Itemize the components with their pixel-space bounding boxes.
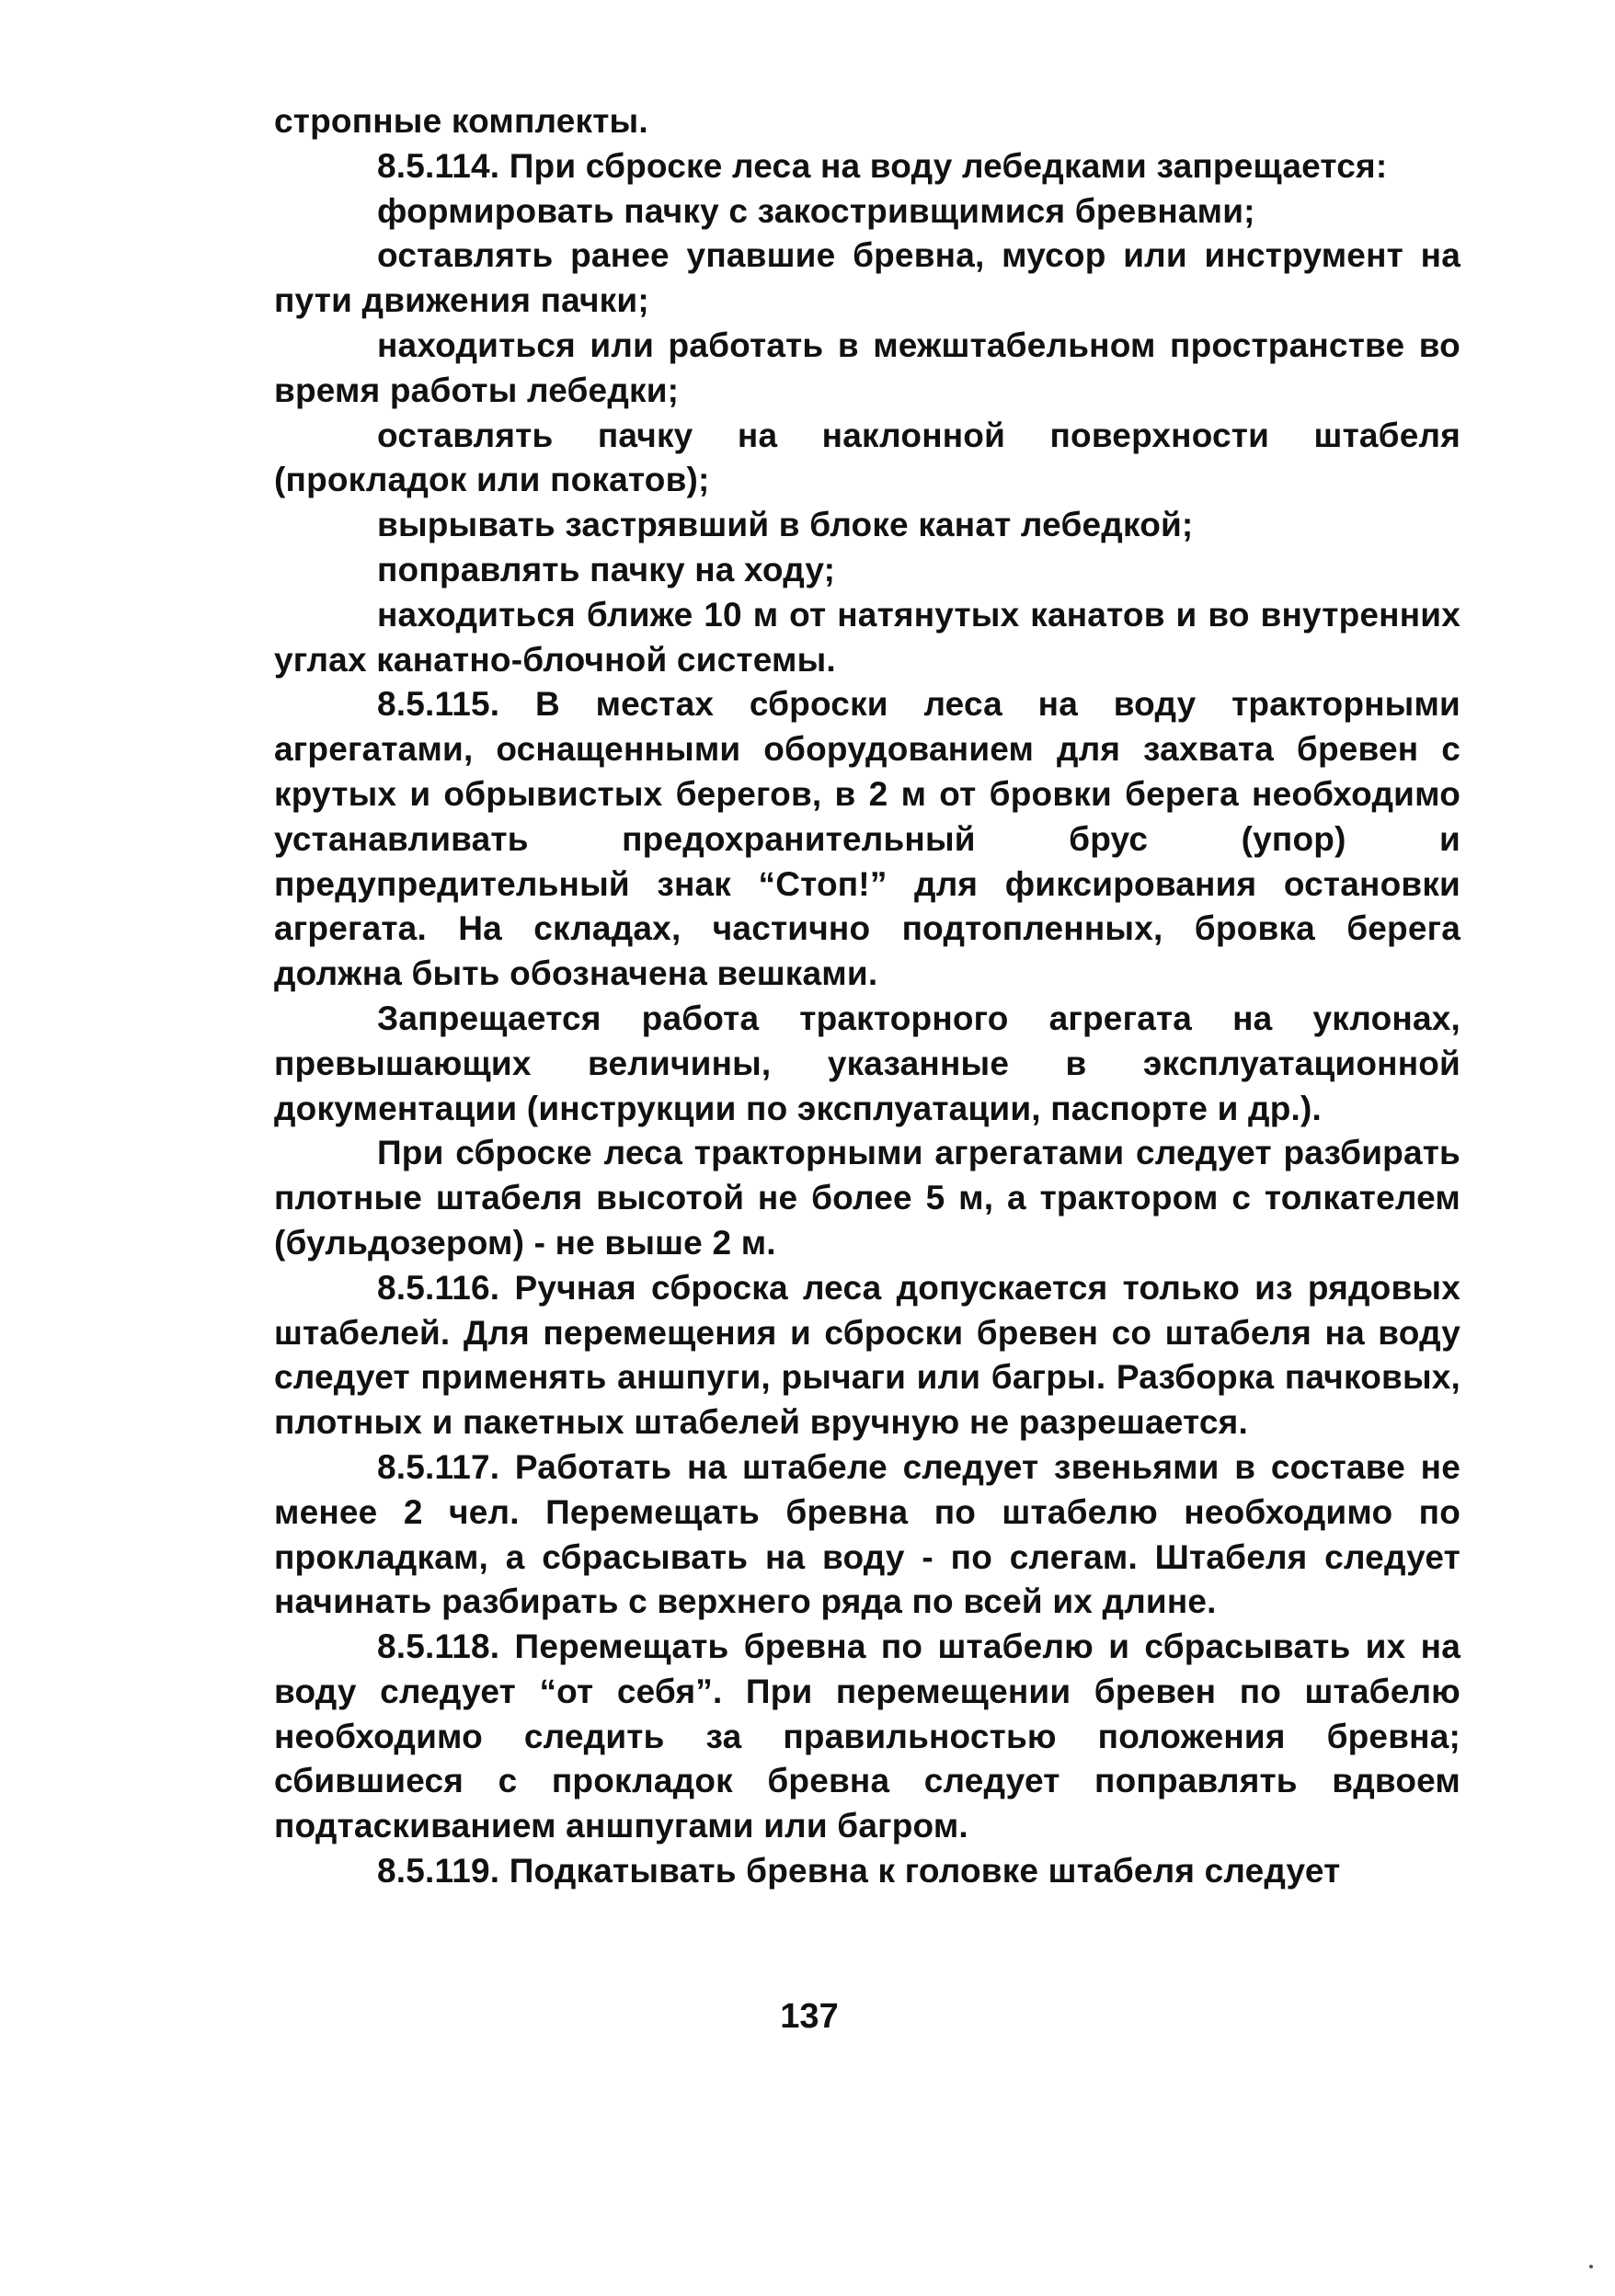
- page-number: 137: [780, 1997, 839, 2036]
- paragraph-8-5-118: 8.5.118. Перемещать бревна по штабелю и сбрасывать их на воду следует “от себя”. При перемещении бревен по штабелю необходимо следить за правильностью положения бревна; сбившиеся с прокладок бревна следует поправлять вдвоем подтаскиванием аншпугами или багром.: [274, 1628, 1460, 1845]
- list-item: оставлять пачку на наклонной поверхности штабеля (прокладок или покатов);: [274, 416, 1460, 499]
- paragraph: Запрещается работа тракторного агрегата на уклонах, превышающих величины, указанные в эксплуатационной документации (инструкции по эксплуатации, паспорте и др.).: [274, 999, 1460, 1127]
- list-item: находиться или работать в межштабельном пространстве во время работы лебедки;: [274, 326, 1460, 409]
- paragraph-8-5-115: 8.5.115. В местах сброски леса на воду тракторными агрегатами, оснащенными оборудованием для захвата бревен с крутых и обрывистых берегов, в 2 м от бровки берега необходимо устанавливать предохранительный брус (упор) и предупредительный знак “Стоп!” для фиксирования остановки агрегата. На складах, частично подтопленных, бровка берега должна быть обозначена вешками.: [274, 685, 1460, 993]
- paragraph-8-5-119: 8.5.119. Подкатывать бревна к головке штабеля следует: [377, 1852, 1341, 1890]
- list-item: вырывать застрявший в блоке канат лебедкой;: [377, 506, 1194, 544]
- list-item: поправлять пачку на ходу;: [377, 550, 836, 588]
- body-text: [274, 99, 1460, 1894]
- list-item: оставлять ранее упавшие бревна, мусор или инструмент на пути движения пачки;: [274, 236, 1460, 320]
- list-item: формировать пачку с закостривщимися бревнами;: [377, 191, 1255, 230]
- paragraph-8-5-117: 8.5.117. Работать на штабеле следует звеньями в составе не менее 2 чел. Перемещать бревна по штабелю необходимо по прокладкам, а сбрасывать на воду - по слегам. Штабеля следует начинать разбирать с верхнего ряда по всей их длине.: [274, 1447, 1460, 1621]
- list-item: находиться ближе 10 м от натянутых канатов и во внутренних углах канатно-блочной системы.: [274, 595, 1460, 679]
- paragraph: При сброске леса тракторными агрегатами следует разбирать плотные штабеля высотой не более 5 м, а трактором с толкателем (бульдозером) - не выше 2 м.: [274, 1134, 1460, 1262]
- paragraph-continuation: стропные комплекты.: [274, 102, 648, 140]
- paragraph-8-5-114: 8.5.114. При сброске леса на воду лебедками запрещается:: [377, 146, 1388, 185]
- scan-speck: [1589, 2265, 1593, 2268]
- paragraph-8-5-116: 8.5.116. Ручная сброска леса допускается только из рядовых штабелей. Для перемещения и сброски бревен со штабеля на воду следует применять аншпуги, рычаги или багры. Разборка пачковых, плотных и пакетных штабелей вручную не разрешается.: [274, 1268, 1460, 1442]
